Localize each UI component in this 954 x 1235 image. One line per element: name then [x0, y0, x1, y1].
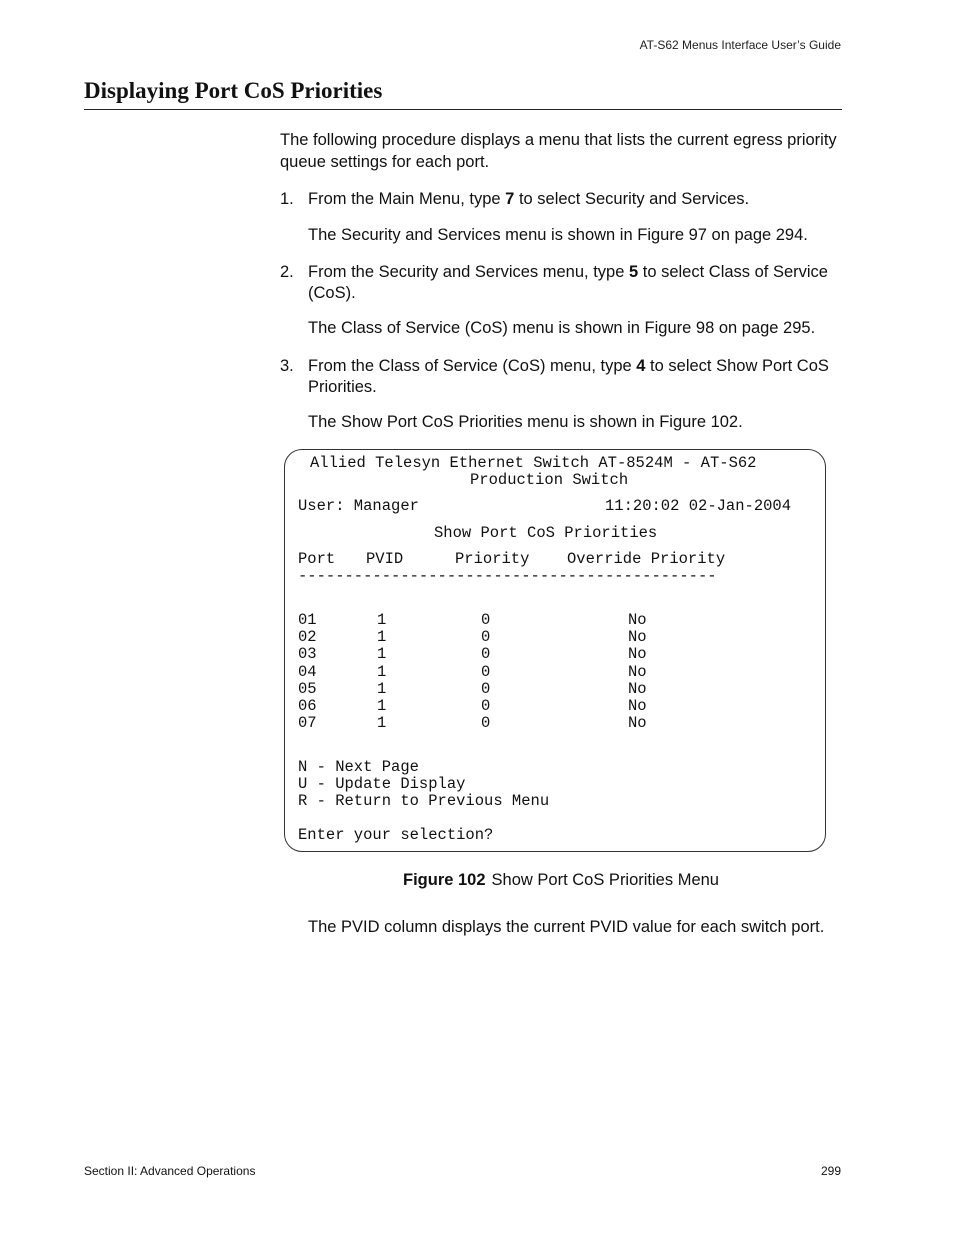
priority-cell: 0 [481, 714, 491, 732]
terminal-user: User: Manager [298, 497, 419, 515]
override-cell: No [628, 680, 647, 698]
terminal-title-line1: Allied Telesyn Ethernet Switch AT-8524M - AT-S62 [310, 454, 757, 472]
override-cell: No [628, 697, 647, 715]
column-header-port: Port [298, 550, 336, 568]
step-text-post: to select Show Port CoS Priorities. [308, 357, 829, 396]
terminal-menu-title: Show Port CoS Priorities [434, 524, 658, 542]
port-cell: 02 [298, 628, 317, 646]
step-key: 7 [505, 190, 515, 208]
step-text [308, 189, 843, 210]
port-cell: 04 [298, 663, 317, 681]
pvid-cell: 1 [377, 697, 387, 715]
override-cell: No [628, 714, 647, 732]
step-number: 3. [280, 357, 294, 375]
override-cell: No [628, 663, 647, 681]
terminal-datetime: 11:20:02 02-Jan-2004 [605, 497, 792, 515]
menu-option-return: R - Return to Previous Menu [298, 792, 550, 810]
step-2-note: The Class of Service (CoS) menu is shown in Figure 98 on page 295. [308, 319, 816, 337]
intro-paragraph: The following procedure displays a menu that lists the current egress priority queue settings for each port. [280, 131, 837, 171]
step-text-pre: From the Main Menu, type [308, 190, 506, 208]
step-text-post: to select Class of Service (CoS). [308, 263, 828, 302]
column-header-pvid: PVID [366, 550, 404, 568]
port-cell: 03 [298, 645, 317, 663]
column-header-override: Override Priority [567, 550, 726, 568]
menu-option-next-page: N - Next Page [298, 758, 419, 776]
pvid-cell: 1 [377, 714, 387, 732]
priority-cell: 0 [481, 611, 491, 629]
pvid-cell: 1 [377, 628, 387, 646]
step-3-note: The Show Port CoS Priorities menu is shown in Figure 102. [308, 413, 743, 431]
terminal-title-line2: Production Switch [470, 471, 629, 489]
priority-cell: 0 [481, 663, 491, 681]
footer-page-number: 299 [820, 1164, 841, 1178]
step-text [308, 356, 843, 398]
pvid-cell: 1 [377, 680, 387, 698]
title-rule [84, 109, 842, 110]
step-1-note: The Security and Services menu is shown in Figure 97 on page 294. [308, 226, 808, 244]
menu-option-update-display: U - Update Display [298, 775, 466, 793]
step-text-post: to select Security and Services. [514, 190, 750, 208]
pvid-cell: 1 [377, 645, 387, 663]
section-title: Displaying Port CoS Priorities [84, 78, 383, 103]
step-text-pre: From the Class of Service (CoS) menu, type [308, 357, 637, 375]
step-key: 5 [628, 263, 639, 281]
terminal-separator: --------------------------------------------- [298, 567, 717, 585]
step-text-pre: From the Security and Services menu, type [308, 263, 629, 281]
priority-cell: 0 [481, 628, 491, 646]
port-cell: 07 [298, 714, 317, 732]
running-header: AT-S62 Menus Interface User’s Guide [639, 38, 841, 52]
figure-caption [0, 871, 954, 890]
override-cell: No [628, 645, 647, 663]
step-text [308, 262, 843, 304]
priority-cell: 0 [481, 645, 491, 663]
override-cell: No [628, 611, 647, 629]
port-cell: 05 [298, 680, 317, 698]
column-header-priority: Priority [455, 550, 530, 568]
terminal-prompt: Enter your selection? [298, 826, 494, 844]
step-number: 2. [280, 263, 294, 281]
footer-section: Section II: Advanced Operations [84, 1164, 256, 1178]
pvid-cell: 1 [377, 611, 387, 629]
step-key: 4 [636, 357, 646, 375]
figure-caption-text: Show Port CoS Priorities Menu [491, 871, 719, 889]
priority-cell: 0 [481, 697, 491, 715]
priority-cell: 0 [481, 680, 491, 698]
closing-paragraph: The PVID column displays the current PVID value for each switch port. [308, 918, 825, 936]
pvid-cell: 1 [377, 663, 387, 681]
override-cell: No [628, 628, 647, 646]
step-number: 1. [280, 190, 294, 208]
port-cell: 06 [298, 697, 317, 715]
port-cell: 01 [298, 611, 317, 629]
figure-number: Figure 102 [403, 871, 486, 889]
